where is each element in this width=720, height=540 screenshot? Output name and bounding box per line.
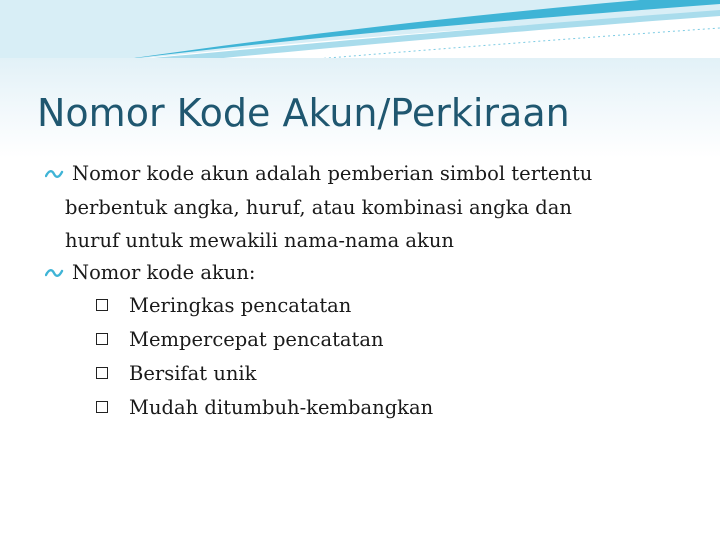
sub-bullet-text: Meringkas pencatatan [129, 294, 352, 317]
bullet-text-line-3: huruf untuk mewakili nama-nama akun [65, 229, 454, 252]
checkbox-square-icon [96, 299, 108, 311]
slide-title: Nomor Kode Akun/Perkiraan [37, 91, 570, 135]
bullet-text-line-1: Nomor kode akun adalah pemberian simbol tertentu [72, 162, 593, 185]
checkbox-square-icon [96, 401, 108, 413]
checkbox-square-icon [96, 333, 108, 345]
bullet-item-definition [45, 157, 685, 258]
bullet-item-purpose [45, 256, 685, 290]
bullet-text-line-1: Nomor kode akun: [72, 261, 256, 284]
checkbox-square-icon [96, 367, 108, 379]
bullet-text-line-2: berbentuk angka, huruf, atau kombinasi angka dan [65, 195, 572, 219]
sub-bullet-text: Mudah ditumbuh-kembangkan [129, 396, 434, 419]
sub-bullet-text: Bersifat unik [129, 362, 257, 385]
sub-bullet-text: Mempercepat pencatatan [129, 328, 384, 351]
wave-bullet-icon [45, 166, 65, 182]
wave-bullet-icon [45, 265, 65, 281]
